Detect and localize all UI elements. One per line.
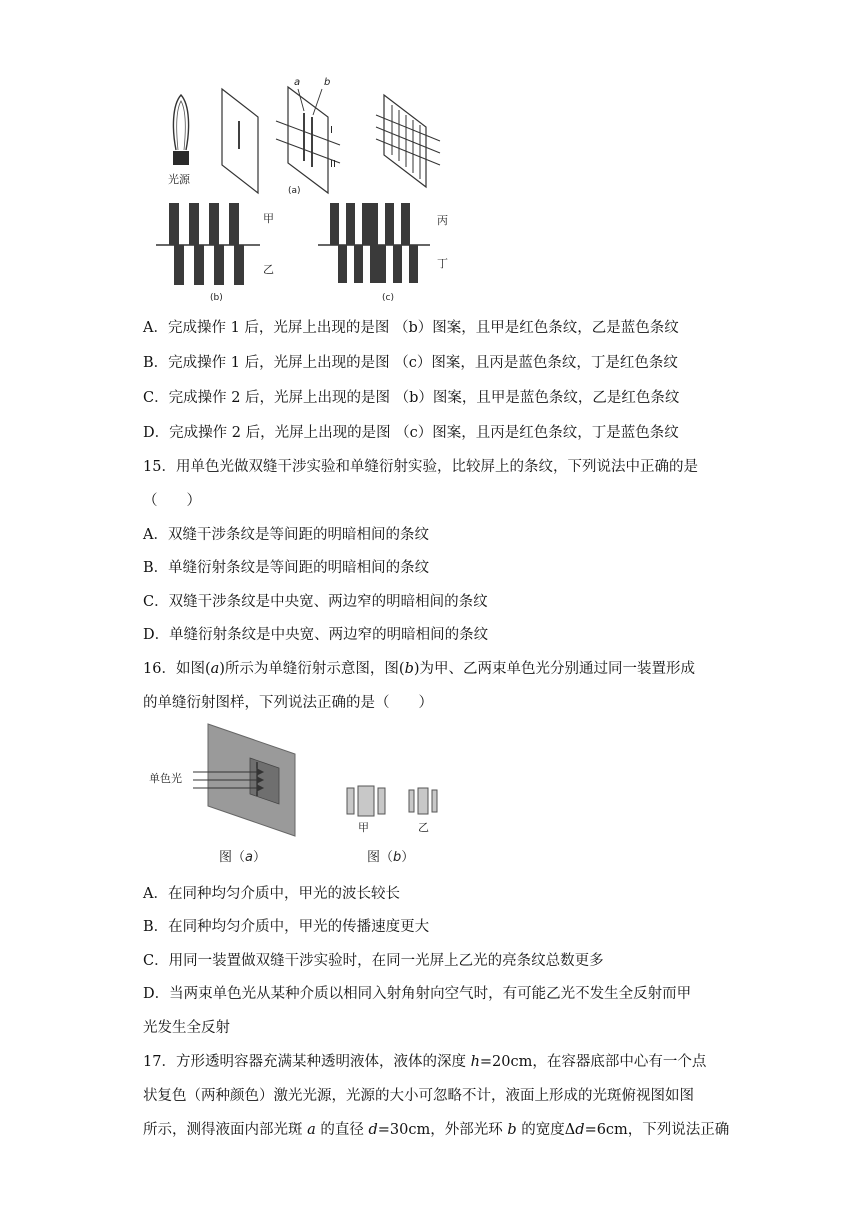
q16-option-a: A．在同种均匀介质中，甲光的波长较长 xyxy=(143,886,400,902)
figure-c-label: (c) xyxy=(382,293,394,303)
pattern-c xyxy=(318,203,430,283)
q15-option-a: A．双缝干涉条纹是等间距的明暗相间的条纹 xyxy=(143,527,429,543)
light-source-label: 光源 xyxy=(168,173,190,186)
pattern-label-bing: 丙 xyxy=(437,214,448,227)
incident-light-arrows xyxy=(193,769,263,791)
mono-light-label: 单色光 xyxy=(149,772,182,785)
q15-option-d: D．单缝衍射条纹是中央宽、两边窄的明暗相间的条纹 xyxy=(143,627,489,643)
pattern-label-yi-b: 乙 xyxy=(418,821,429,834)
q16-option-b: B．在同种均匀介质中，甲光的传播速度更大 xyxy=(143,919,430,935)
q16-option-c: C．用同一装置做双缝干涉实验时，在同一光屏上乙光的亮条纹总数更多 xyxy=(143,953,604,969)
pattern-label-ding: 丁 xyxy=(437,257,448,270)
pattern-yi xyxy=(409,788,437,814)
q16-option-d-cont: 光发生全反射 xyxy=(143,1020,230,1036)
single-slit-diffraction-figure xyxy=(145,718,465,870)
q17-stem-line2: 状复色（两种颜色）激光光源，光源的大小可忽略不计，液面上形成的光斑俯视图如图 xyxy=(143,1088,694,1104)
figure-b-label: (b) xyxy=(210,293,223,303)
q14-option-c: C．完成操作 2 后，光屏上出现的是图 （b）图案，且甲是蓝色条纹，乙是红色条纹 xyxy=(143,390,680,406)
caption-figure-b: 图（b） xyxy=(367,850,415,865)
pattern-b xyxy=(156,203,260,285)
q15-stem-line1: 15．用单色光做双缝干涉实验和单缝衍射实验，比较屏上的条纹，下列说法中正确的是 xyxy=(143,459,698,475)
slit-label-b: b xyxy=(324,77,331,88)
q14-option-b: B．完成操作 1 后，光屏上出现的是图 （c）图案，且丙是蓝色条纹，丁是红色条纹 xyxy=(143,355,678,371)
polarizer-label-II: II xyxy=(330,159,336,170)
q15-stem-line2: （ ） xyxy=(143,493,201,509)
light-source-base xyxy=(173,151,189,165)
single-slit-screen xyxy=(222,89,258,193)
pattern-jia xyxy=(347,786,385,816)
interference-apparatus-figure xyxy=(150,75,470,305)
q16-stem-line2: 的单缝衍射图样，下列说法正确的是（ ） xyxy=(143,695,433,711)
light-bulb-icon xyxy=(173,95,188,150)
caption-figure-a: 图（a） xyxy=(219,850,266,865)
pattern-label-jia-b: 甲 xyxy=(358,821,369,834)
pattern-label-jia: 甲 xyxy=(263,212,274,225)
polarizer-label-I: I xyxy=(330,125,333,136)
q17-stem-line1: 17．方形透明容器充满某种透明液体，液体的深度 h=20cm，在容器底部中心有一个点 xyxy=(143,1054,707,1070)
q14-option-a: A．完成操作 1 后，光屏上出现的是图 （b）图案，且甲是红色条纹，乙是蓝色条纹 xyxy=(143,320,679,336)
figure-a-label: (a) xyxy=(288,186,301,196)
q15-option-c: C．双缝干涉条纹是中央宽、两边窄的明暗相间的条纹 xyxy=(143,594,488,610)
q15-option-b: B．单缝衍射条纹是等间距的明暗相间的条纹 xyxy=(143,560,430,576)
q16-option-d: D．当两束单色光从某种介质以相同入射角射向空气时，有可能乙光不发生全反射而甲 xyxy=(143,986,692,1002)
slit-label-a: a xyxy=(294,77,301,88)
pattern-label-yi: 乙 xyxy=(263,263,274,276)
q17-stem-line3: 所示，测得液面内部光斑 a 的直径 d=30cm，外部光环 b 的宽度Δd=6cm，下列说法正确 xyxy=(143,1122,730,1138)
q14-option-d: D．完成操作 2 后，光屏上出现的是图 （c）图案，且丙是红色条纹，丁是蓝色条纹 xyxy=(143,425,679,441)
double-slit-screen xyxy=(288,87,328,193)
q16-stem-line1: 16．如图(a)所示为单缝衍射示意图，图(b)为甲、乙两束单色光分别通过同一装置形成 xyxy=(143,661,696,677)
